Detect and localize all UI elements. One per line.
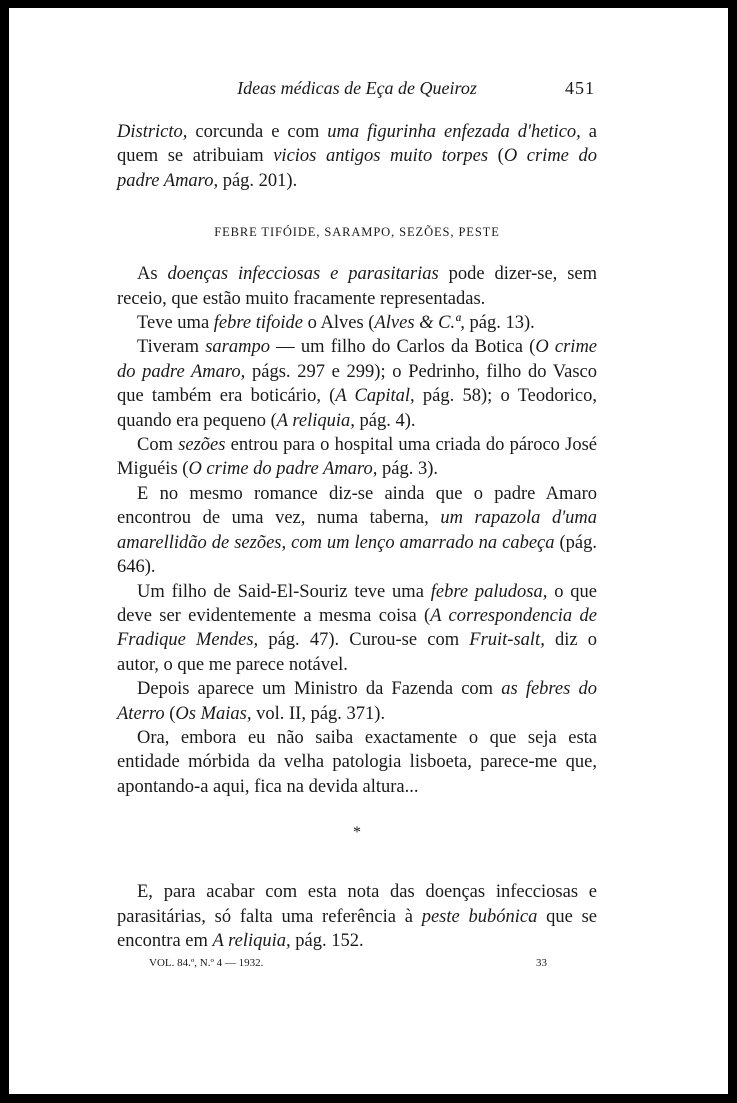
p4-text: O crime do padre Amaro, bbox=[188, 459, 378, 480]
p4-text: entrou para o hospital uma criada do pároco José Miguéis ( bbox=[117, 435, 597, 480]
p4-text: sezões bbox=[178, 435, 226, 456]
p9-text: que se encontra em bbox=[117, 906, 597, 951]
intro-text: ( bbox=[488, 146, 504, 167]
p3-text: O crime do padre Amaro, bbox=[117, 337, 598, 382]
p3-text: págs. 297 e 299); o Pedrinho, filho do Vasco que também era boticário, ( bbox=[117, 361, 597, 407]
p1-text: pode dizer-se, sem receio, que estão muito fracamente representadas. bbox=[117, 264, 597, 309]
volume-line: VOL. 84.º, N.º 4 — 1932. bbox=[149, 957, 264, 970]
running-title: Ideas médicas de Eça de Queiroz bbox=[237, 78, 477, 98]
page-sheet bbox=[9, 8, 728, 1094]
p2-text: Alves & C.ª, bbox=[374, 313, 465, 334]
p5-text: E no mesmo romance diz-se ainda que o padre Amaro encontrou de uma vez, numa taberna, bbox=[117, 483, 597, 529]
p9-text: A reliquia, bbox=[212, 930, 291, 951]
page-footer bbox=[117, 957, 597, 977]
p8-text: Ora, embora eu não saiba exactamente o que seja esta entidade mórbida da velha patologia lisboeta, parece-me que, apontando-a aqui, fica na devida altura... bbox=[117, 727, 597, 797]
paragraph-8 bbox=[117, 726, 597, 799]
section-separator: * bbox=[353, 824, 361, 842]
p9-text: peste bubónica bbox=[421, 906, 538, 927]
paragraph-6 bbox=[117, 580, 597, 678]
p7-text: vol. II, pág. 371). bbox=[251, 703, 386, 724]
p3-text: sarampo bbox=[205, 337, 270, 358]
paragraph-7 bbox=[117, 677, 597, 726]
paragraph-5 bbox=[117, 482, 597, 580]
p4-text: Com bbox=[137, 435, 179, 456]
paragraph-9 bbox=[117, 880, 597, 953]
p1-text: doenças infecciosas e parasitarias bbox=[167, 264, 439, 285]
intro-text: Districto, bbox=[117, 122, 188, 142]
p9-text: pág. 152. bbox=[290, 930, 364, 951]
p6-text: Um filho de Said-El-Souriz teve uma bbox=[137, 581, 431, 602]
p2-text: o Alves ( bbox=[303, 313, 375, 334]
p7-text: as febres do Aterro bbox=[117, 679, 597, 724]
p1-text: As bbox=[137, 264, 168, 285]
paragraph-3 bbox=[117, 335, 597, 433]
paragraph-4 bbox=[117, 433, 597, 482]
p6-text: A correspondencia de Fradique Mendes, bbox=[117, 605, 597, 651]
paragraph-2 bbox=[117, 311, 597, 335]
intro-text: do padre Amaro, bbox=[117, 146, 598, 191]
page-number: 451 bbox=[565, 78, 595, 98]
p2-text: Teve uma bbox=[137, 313, 214, 334]
p6-text: pág. 47). Curou-se com bbox=[258, 630, 470, 651]
intro-text: a quem se atribuiam bbox=[117, 122, 598, 167]
p5-text: um rapazola d'uma amarellidão de sezões, com um lenço amarrado na cabeça bbox=[117, 508, 598, 553]
p6-text: o que deve ser evidentemente a mesma coisa ( bbox=[117, 581, 597, 626]
p9-text: E, para acabar com esta nota das doenças infecciosas e parasitárias, só falta uma referência à bbox=[117, 882, 597, 927]
intro-text: O crime bbox=[503, 146, 569, 167]
p3-text: pág. 58); o Teodorico, quando era pequeno ( bbox=[117, 386, 597, 431]
p7-text: Depois aparece um Ministro da Fazenda com bbox=[137, 679, 502, 700]
intro-paragraph bbox=[117, 120, 597, 193]
p2-text: pág. 13). bbox=[464, 313, 535, 334]
p3-text: — um filho do Carlos da Botica ( bbox=[269, 337, 536, 358]
text-column bbox=[117, 78, 597, 977]
paragraph-1 bbox=[117, 262, 597, 311]
p6-text: Fruit-salt, bbox=[469, 630, 545, 651]
intro-text: uma figurinha enfezada d'hetico, bbox=[327, 122, 581, 142]
p7-text: Os Maias, bbox=[175, 703, 252, 724]
intro-text: corcunda e com bbox=[187, 122, 328, 142]
section-heading: FEBRE TIFÓIDE, SARAMPO, SEZÕES, PESTE bbox=[214, 225, 500, 240]
signature-mark: 33 bbox=[536, 957, 547, 970]
intro-text: vicios antigos muito torpes bbox=[273, 146, 489, 167]
p3-text: A reliquia, bbox=[276, 410, 355, 431]
p6-text: febre paludosa, bbox=[430, 581, 548, 602]
p7-text: ( bbox=[164, 703, 176, 724]
running-header bbox=[117, 78, 597, 106]
p4-text: pág. 3). bbox=[377, 459, 438, 480]
p6-text: diz o autor, o que me parece notável. bbox=[117, 630, 597, 675]
p3-text: pág. 4). bbox=[354, 410, 416, 431]
p2-text: febre tifoide bbox=[213, 313, 304, 334]
p5-text: (pág. 646). bbox=[117, 532, 597, 578]
p3-text: A Capital, bbox=[335, 386, 415, 407]
p3-text: Tiveram bbox=[137, 337, 206, 358]
intro-text: pág. 201). bbox=[218, 170, 298, 191]
